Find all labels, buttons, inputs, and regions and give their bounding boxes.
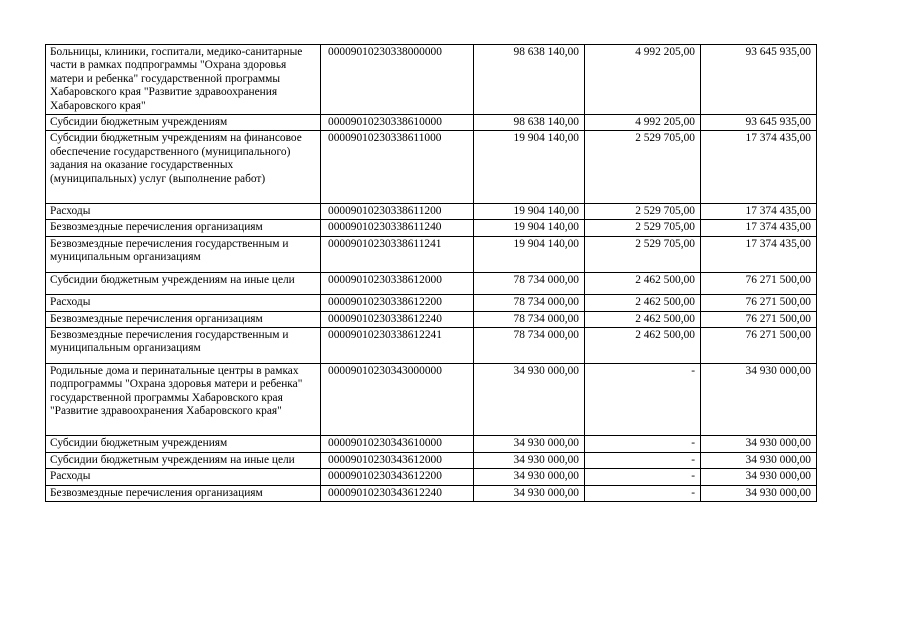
row-code-cell: 00009010230338611241 [321, 236, 474, 272]
row-remaining-amount-cell: 17 374 435,00 [701, 220, 817, 236]
row-plan-amount-cell: 78 734 000,00 [474, 327, 585, 363]
table-row [46, 220, 817, 236]
row-executed-amount-cell: 2 529 705,00 [585, 220, 701, 236]
row-name-cell: Расходы [46, 204, 321, 220]
row-executed-amount-cell: 2 529 705,00 [585, 236, 701, 272]
row-remaining-amount-cell: 17 374 435,00 [701, 236, 817, 272]
row-remaining-amount-cell: 93 645 935,00 [701, 115, 817, 131]
row-plan-amount-cell: 78 734 000,00 [474, 295, 585, 311]
row-name-cell: Безвозмездные перечисления государственным и муниципальным организациям [46, 236, 321, 272]
row-name-cell: Безвозмездные перечисления организациям [46, 485, 321, 501]
row-remaining-amount-cell: 76 271 500,00 [701, 311, 817, 327]
row-plan-amount-cell: 34 930 000,00 [474, 363, 585, 436]
row-code-cell: 00009010230343612200 [321, 469, 474, 485]
row-name-cell: Безвозмездные перечисления организациям [46, 311, 321, 327]
table-row [46, 115, 817, 131]
row-remaining-amount-cell: 76 271 500,00 [701, 295, 817, 311]
row-name-cell: Субсидии бюджетным учреждениям на финансовое обеспечение государственного (муниципального) задания на оказание государственных (муниципальных) услуг (выполнение работ) [46, 131, 321, 204]
row-remaining-amount-cell: 76 271 500,00 [701, 272, 817, 294]
row-name-cell: Субсидии бюджетным учреждениям на иные цели [46, 452, 321, 468]
row-code-cell: 00009010230338610000 [321, 115, 474, 131]
row-name-cell: Субсидии бюджетным учреждениям [46, 436, 321, 452]
row-name-cell: Расходы [46, 295, 321, 311]
row-executed-amount-cell: - [585, 485, 701, 501]
row-code-cell: 00009010230343610000 [321, 436, 474, 452]
table-row [46, 131, 817, 204]
row-name-cell: Больницы, клиники, госпитали, медико-санитарные части в рамках подпрограммы "Охрана здоровья матери и ребенка" государственной программы Хабаровского края "Развитие здравоохранения Хабаровского края" [46, 45, 321, 115]
row-name-cell: Безвозмездные перечисления организациям [46, 220, 321, 236]
row-plan-amount-cell: 78 734 000,00 [474, 272, 585, 294]
row-code-cell: 00009010230338611200 [321, 204, 474, 220]
row-code-cell: 00009010230343000000 [321, 363, 474, 436]
row-executed-amount-cell: 4 992 205,00 [585, 115, 701, 131]
row-plan-amount-cell: 34 930 000,00 [474, 469, 585, 485]
row-plan-amount-cell: 98 638 140,00 [474, 115, 585, 131]
row-plan-amount-cell: 34 930 000,00 [474, 485, 585, 501]
row-executed-amount-cell: - [585, 469, 701, 485]
row-executed-amount-cell: 2 462 500,00 [585, 295, 701, 311]
row-executed-amount-cell: 2 462 500,00 [585, 311, 701, 327]
table-row [46, 452, 817, 468]
table-row [46, 272, 817, 294]
table-row [46, 236, 817, 272]
row-remaining-amount-cell: 34 930 000,00 [701, 436, 817, 452]
row-executed-amount-cell: 2 529 705,00 [585, 131, 701, 204]
table-row [46, 204, 817, 220]
budget-table-body [46, 45, 817, 502]
row-executed-amount-cell: 4 992 205,00 [585, 45, 701, 115]
row-executed-amount-cell: - [585, 363, 701, 436]
table-row [46, 327, 817, 363]
row-remaining-amount-cell: 17 374 435,00 [701, 131, 817, 204]
row-remaining-amount-cell: 93 645 935,00 [701, 45, 817, 115]
table-row [46, 436, 817, 452]
row-code-cell: 00009010230338000000 [321, 45, 474, 115]
row-executed-amount-cell: 2 462 500,00 [585, 327, 701, 363]
row-code-cell: 00009010230343612240 [321, 485, 474, 501]
row-executed-amount-cell: 2 462 500,00 [585, 272, 701, 294]
budget-table [45, 44, 817, 502]
row-remaining-amount-cell: 34 930 000,00 [701, 485, 817, 501]
table-row [46, 311, 817, 327]
table-row [46, 295, 817, 311]
row-code-cell: 00009010230338611000 [321, 131, 474, 204]
table-row [46, 485, 817, 501]
row-executed-amount-cell: - [585, 452, 701, 468]
table-row [46, 363, 817, 436]
row-name-cell: Субсидии бюджетным учреждениям на иные цели [46, 272, 321, 294]
row-name-cell: Расходы [46, 469, 321, 485]
row-plan-amount-cell: 19 904 140,00 [474, 220, 585, 236]
row-remaining-amount-cell: 17 374 435,00 [701, 204, 817, 220]
table-row [46, 469, 817, 485]
row-plan-amount-cell: 34 930 000,00 [474, 436, 585, 452]
row-plan-amount-cell: 78 734 000,00 [474, 311, 585, 327]
row-code-cell: 00009010230338611240 [321, 220, 474, 236]
row-code-cell: 00009010230338612241 [321, 327, 474, 363]
row-code-cell: 00009010230343612000 [321, 452, 474, 468]
row-code-cell: 00009010230338612000 [321, 272, 474, 294]
row-plan-amount-cell: 19 904 140,00 [474, 236, 585, 272]
row-executed-amount-cell: - [585, 436, 701, 452]
row-code-cell: 00009010230338612200 [321, 295, 474, 311]
table-row [46, 45, 817, 115]
row-code-cell: 00009010230338612240 [321, 311, 474, 327]
row-plan-amount-cell: 19 904 140,00 [474, 204, 585, 220]
row-plan-amount-cell: 34 930 000,00 [474, 452, 585, 468]
row-name-cell: Родильные дома и перинатальные центры в рамках подпрограммы "Охрана здоровья матери и ребенка" государственной программы Хабаровского края "Развитие здравоохранения Хабаровского края" [46, 363, 321, 436]
row-remaining-amount-cell: 34 930 000,00 [701, 452, 817, 468]
row-plan-amount-cell: 98 638 140,00 [474, 45, 585, 115]
row-remaining-amount-cell: 76 271 500,00 [701, 327, 817, 363]
row-remaining-amount-cell: 34 930 000,00 [701, 469, 817, 485]
row-plan-amount-cell: 19 904 140,00 [474, 131, 585, 204]
row-remaining-amount-cell: 34 930 000,00 [701, 363, 817, 436]
row-executed-amount-cell: 2 529 705,00 [585, 204, 701, 220]
row-name-cell: Безвозмездные перечисления государственным и муниципальным организациям [46, 327, 321, 363]
row-name-cell: Субсидии бюджетным учреждениям [46, 115, 321, 131]
